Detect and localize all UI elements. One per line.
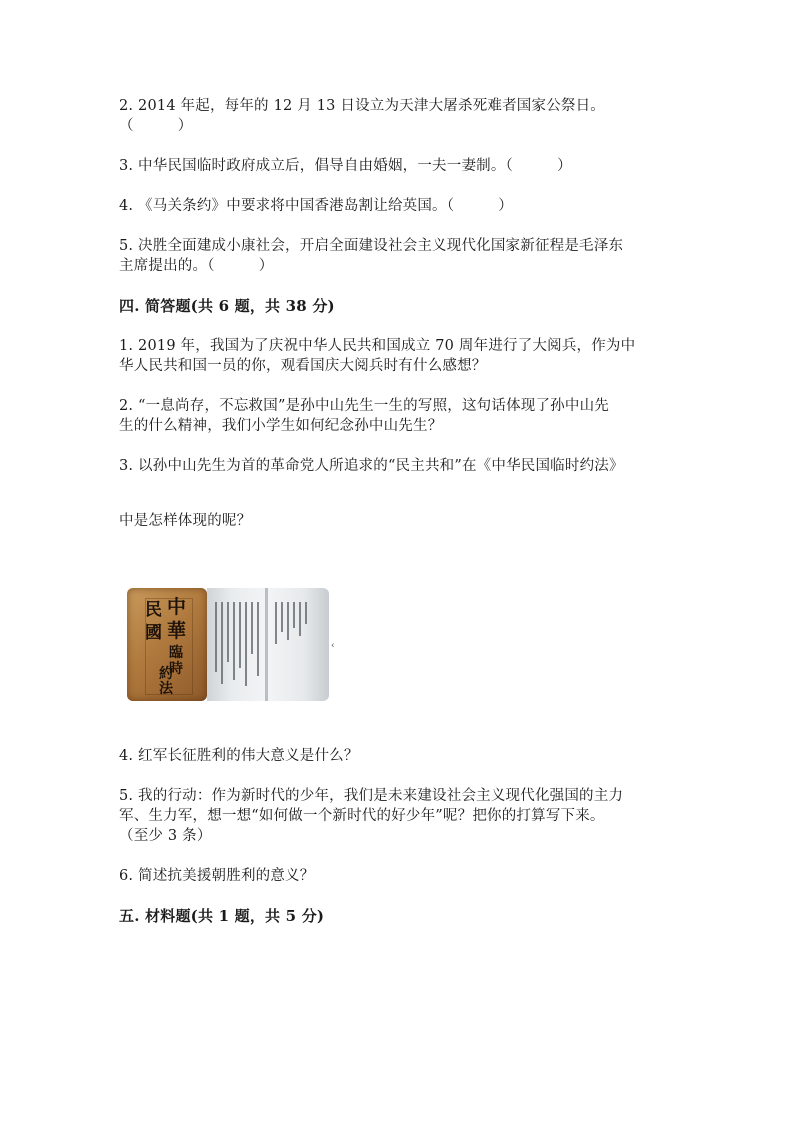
short-q5-line2: 军、生力军，想一想“如何做一个新时代的好少年”呢？把你的打算写下来。	[119, 808, 605, 824]
judgement-q2-line2: （ ）	[119, 118, 193, 134]
short-q1-line2: 华人民共和国一员的你，观看国庆大阅兵时有什么感想？	[119, 358, 487, 374]
text-column	[227, 602, 229, 662]
book-spine	[265, 588, 268, 701]
cover-char: 中	[167, 596, 187, 618]
short-q1-line1: 1. 2019 年，我国为了庆祝中华人民共和国成立 70 周年进行了大阅兵，作为中	[119, 338, 636, 354]
provisional-constitution-photo	[127, 588, 329, 701]
book-cover	[127, 588, 207, 701]
short-q3-line2: 中是怎样体现的呢？	[119, 513, 252, 529]
short-q5-line1: 5. 我的行动：作为新时代的少年，我们是未来建设社会主义现代化强国的主力	[119, 788, 624, 804]
short-q2-line1: 2. “一息尚存，不忘救国”是孙中山先生一生的写照，这句话体现了孙中山先	[119, 398, 609, 414]
text-column	[287, 602, 289, 640]
section-heading-material: 五. 材料题(共 1 题，共 5 分)	[119, 907, 325, 925]
section-heading-short-answer: 四. 简答题(共 6 题，共 38 分)	[119, 297, 335, 315]
judgement-q2-line1: 2. 2014 年起，每年的 12 月 13 日设立为天津大屠杀死难者国家公祭日。	[119, 98, 605, 114]
cover-char: 約	[159, 666, 173, 682]
text-column	[281, 602, 283, 632]
judgement-q3: 3. 中华民国临时政府成立后，倡导自由婚姻，一夫一妻制。（ ）	[119, 158, 572, 174]
judgement-q5-line1: 5. 决胜全面建成小康社会，开启全面建设社会主义现代化国家新征程是毛泽东	[119, 238, 624, 254]
text-column	[221, 602, 223, 684]
short-q3-line1: 3. 以孙中山先生为首的革命党人所追求的“民主共和”在《中华民国临时约法》	[119, 458, 624, 474]
text-column	[299, 602, 301, 636]
text-column	[293, 602, 295, 628]
text-column	[245, 602, 247, 686]
short-q2-line2: 生的什么精神，我们小学生如何纪念孙中山先生？	[119, 418, 443, 434]
text-column	[215, 602, 217, 672]
text-column	[305, 602, 307, 624]
short-q5-line3: （至少 3 条）	[119, 828, 212, 844]
short-q4: 4. 红军长征胜利的伟大意义是什么？	[119, 748, 359, 764]
judgement-q4: 4. 《马关条约》中要求将中国香港岛割让给英国。（ ）	[119, 198, 513, 214]
text-column	[275, 602, 277, 644]
cover-char: 民	[145, 600, 162, 620]
text-column	[233, 602, 235, 680]
book-inner-pages	[207, 588, 329, 701]
cover-char: 華	[167, 620, 187, 642]
cover-char: 臨	[169, 645, 183, 661]
figure-side-mark: ‹	[331, 641, 335, 651]
cover-char: 時	[169, 661, 183, 677]
cover-char: 國	[145, 623, 162, 643]
cover-char: 法	[159, 681, 173, 697]
text-column	[239, 602, 241, 668]
short-q6: 6. 简述抗美援朝胜利的意义？	[119, 868, 315, 884]
judgement-q5-line2: 主席提出的。（ ）	[119, 258, 274, 274]
text-column	[257, 602, 259, 676]
text-column	[251, 602, 253, 654]
